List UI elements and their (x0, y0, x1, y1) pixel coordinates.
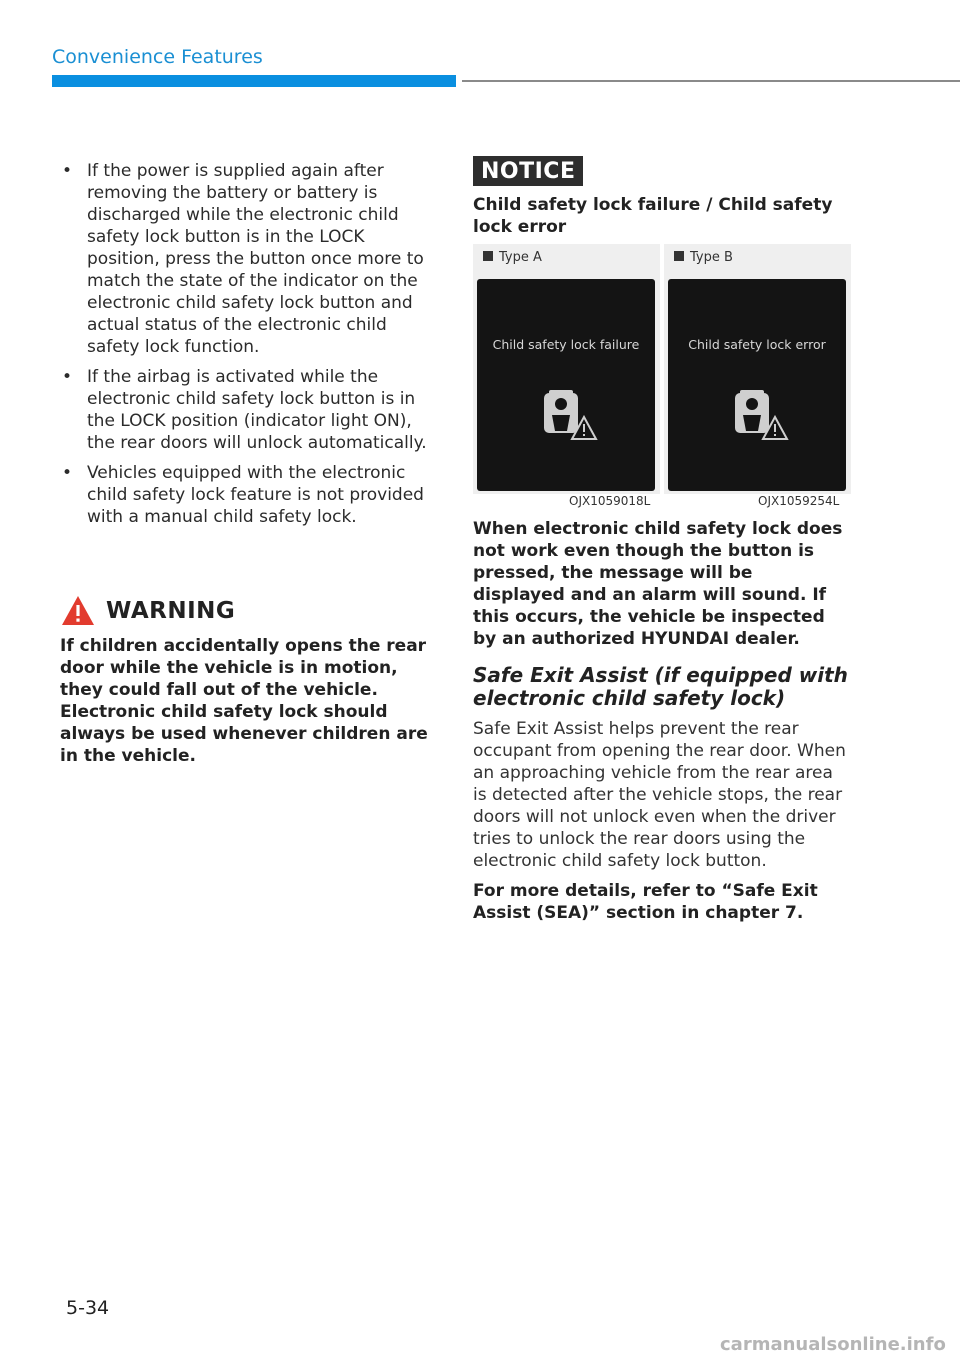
type-b-label (674, 250, 733, 265)
right-column (473, 156, 853, 238)
bullet-symbol: • (62, 367, 73, 387)
sea-reference: For more details, refer to “Safe Exit Assist (SEA)” section in chapter 7. (473, 881, 818, 923)
notice-text: When electronic child safety lock does not work even though the button is pressed, the message will be displayed and an alarm will sound. If this occurs, the vehicle be inspected by an authorized HYUNDAI dealer. (473, 519, 843, 649)
bullet-item (60, 462, 432, 528)
warning-title: WARNING (106, 598, 236, 624)
bullet-text: If the power is supplied again after removing the battery or battery is discharged while the electronic child safety lock button is in the LOCK position, press the button once more to match the state of the indicator on the electronic child safety lock button and actual status of the electronic child safety lock function. (87, 161, 424, 357)
warning-triangle-icon (60, 594, 96, 628)
bullet-symbol: • (62, 463, 73, 483)
notice-badge: NOTICE (473, 156, 583, 186)
notice-body (473, 518, 849, 924)
notice-heading: Child safety lock failure / Child safety lock error (473, 195, 833, 237)
figure-code-b: OJX1059254L (758, 494, 840, 508)
bullet-item (60, 160, 432, 358)
watermark: carmanualsonline.info (720, 1334, 946, 1355)
cluster-screen-b (668, 279, 846, 491)
screen-message-b: Child safety lock error (688, 337, 826, 352)
bullet-symbol: • (62, 161, 73, 181)
type-b-label-text: Type B (690, 250, 733, 265)
section-title: Convenience Features (52, 46, 263, 68)
figure-panel-type-a (473, 244, 660, 494)
child-lock-warning-icon (540, 387, 600, 445)
type-a-label (483, 250, 542, 265)
warning-header (60, 593, 436, 629)
cluster-figure (473, 244, 851, 510)
warning-text: If children accidentally opens the rear door while the vehicle is in motion, they could fall out of the vehicle. Electronic child safety lock should always be used whenever children are in the vehicle. (60, 636, 428, 766)
cluster-screen-a (477, 279, 655, 491)
header-rule-blue (52, 75, 456, 87)
page-number: 5-34 (66, 1297, 110, 1319)
sea-title: Safe Exit Assist (if equipped with electronic child safety lock) (473, 663, 848, 710)
bullet-text: If the airbag is activated while the electronic child safety lock button is in the LOCK position (indicator light ON), the rear doors will unlock automatically. (87, 367, 427, 453)
screen-message-a: Child safety lock failure (492, 337, 640, 352)
bullet-text: Vehicles equipped with the electronic child safety lock feature is not provided with a manual child safety lock. (87, 463, 424, 527)
figure-code-a: OJX1059018L (569, 494, 651, 508)
type-a-label-text: Type A (499, 250, 542, 265)
figure-panel-type-b (664, 244, 851, 494)
sea-body: Safe Exit Assist helps prevent the rear occupant from opening the rear door. When an approaching vehicle from the rear area is detected after the vehicle stops, the rear doors will not unlock even when the driver tries to unlock the rear doors using the electronic child safety lock button. (473, 719, 846, 871)
left-column (60, 160, 432, 536)
warning-box (60, 593, 436, 767)
child-lock-warning-icon (731, 387, 791, 445)
header-rule-grey (462, 80, 960, 82)
bullet-item (60, 366, 432, 454)
